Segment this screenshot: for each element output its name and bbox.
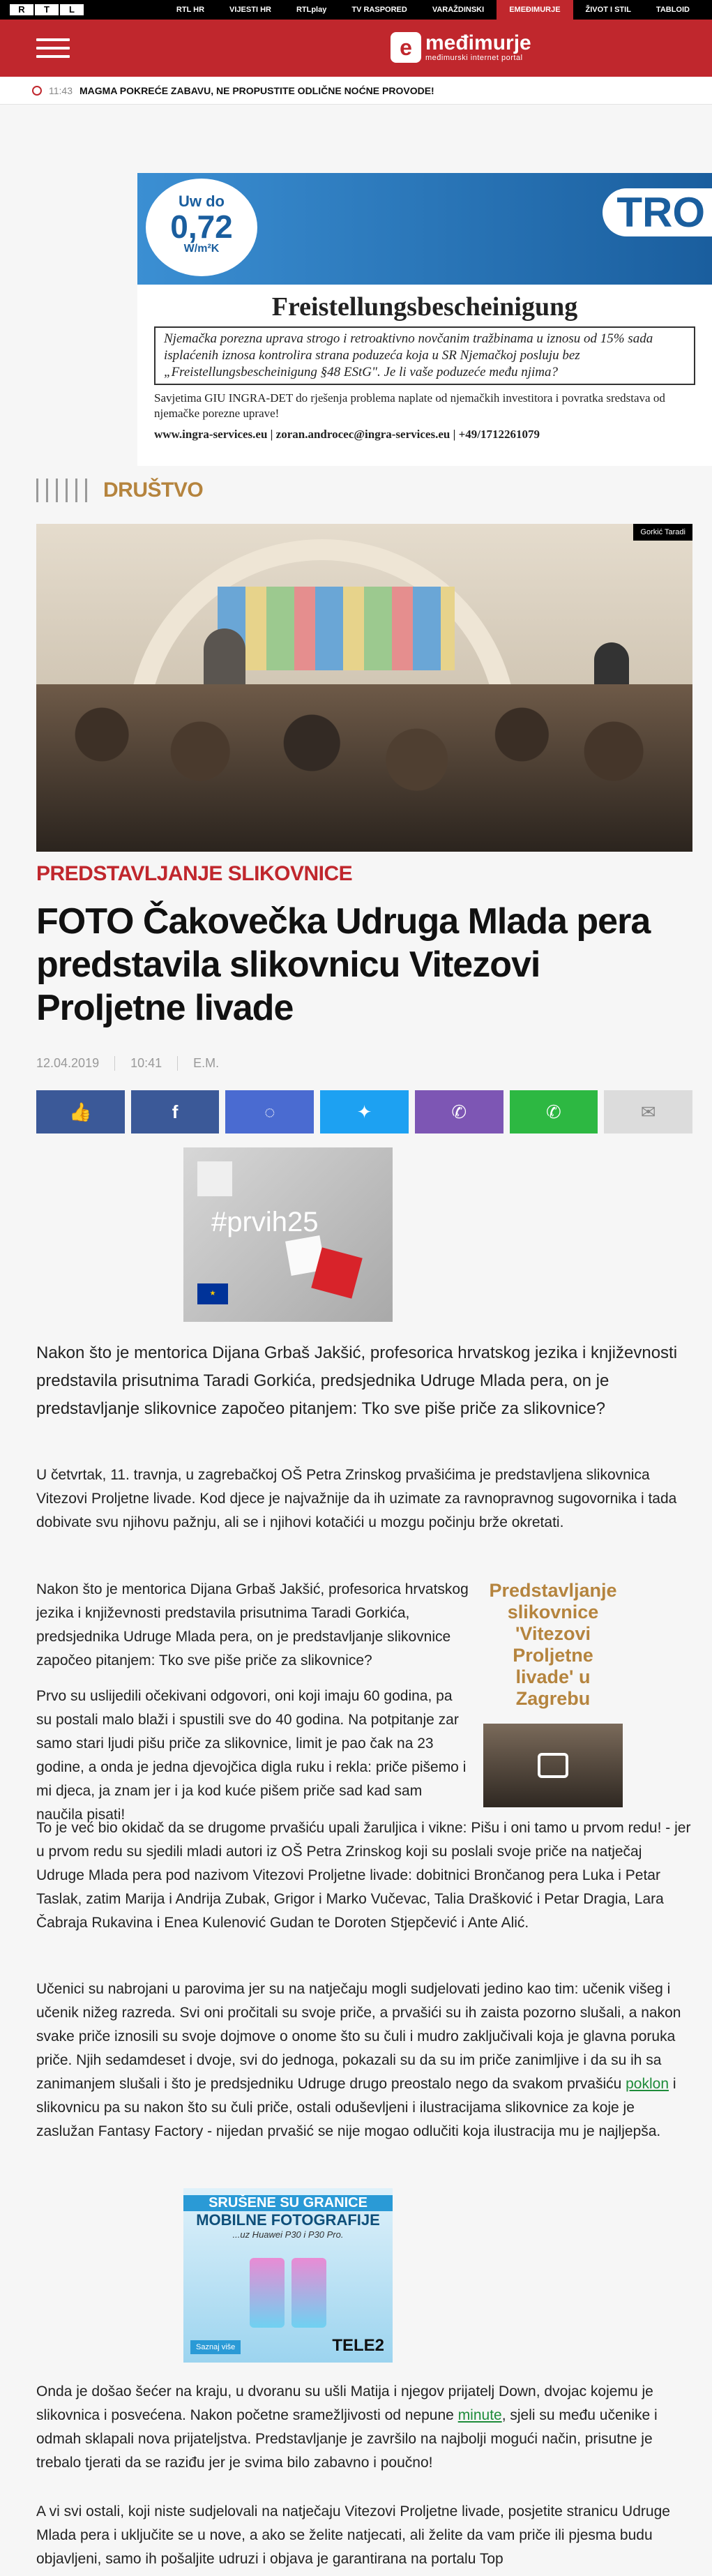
- article-paragraph: Nakon što je mentorica Dijana Grbaš Jakšić, profesorica hrvatskog jezika i književnosti predstavila prisutnima Taradi Gorkića, predsjednika Udruge Mlada pera, on je predstavljanje slikovnice započeo pitanjem: Tko sve piše priče za slikovnice?: [36, 1581, 469, 1669]
- section-bars-icon: [36, 479, 92, 502]
- section-header: [36, 474, 203, 506]
- like-button[interactable]: [36, 1090, 125, 1133]
- ad-line-1: SRUŠENE SU GRANICE: [183, 2195, 393, 2211]
- messenger-share-button[interactable]: [225, 1090, 314, 1133]
- logo-tagline: međimurski internet portal: [425, 54, 523, 62]
- ad-hashtag: #prvih25: [211, 1207, 319, 1237]
- inline-link-poklon[interactable]: poklon: [626, 2076, 669, 2092]
- article-time: 10:41: [115, 1056, 178, 1071]
- top-advertisement[interactable]: [137, 173, 712, 466]
- related-article-title: Predstavljanje slikovnice 'Vitezovi Proljetne livade' u Zagrebu: [489, 1580, 617, 1709]
- ad-learn-more-button[interactable]: Saznaj više: [190, 2340, 241, 2354]
- ticker-headline[interactable]: MAGMA POKREĆE ZABAVU, NE PROPUSTITE ODLIČNE NOĆNE PROVODE!: [79, 84, 434, 96]
- clock-icon: [32, 86, 42, 96]
- nav-link-varazdinski[interactable]: VARAŽDINSKI: [432, 6, 485, 14]
- ad-heading: Freistellungsbescheinigung: [271, 292, 578, 322]
- site-header: [0, 20, 712, 77]
- rtl-logo[interactable]: [10, 4, 84, 15]
- hero-image[interactable]: [36, 524, 692, 852]
- paragraph-text: Onda je došao šećer na kraju, u dvoranu su ušli Matija i njegov prijatelj Down, dvojac kojemu je slikovnica i posvećena. Nakon početne sramežljivosti od nepune: [36, 2383, 653, 2423]
- nav-link-vijesti-hr[interactable]: VIJESTI HR: [229, 6, 271, 14]
- viber-share-button[interactable]: [415, 1090, 503, 1133]
- ad-uw-badge: [146, 179, 257, 276]
- logo-name: međimurje: [425, 31, 531, 54]
- viber-icon: ✆: [451, 1101, 467, 1122]
- inline-link-minute[interactable]: minute: [457, 2407, 502, 2423]
- rtl-top-bar: [0, 0, 712, 20]
- article-date: 12.04.2019: [36, 1056, 115, 1071]
- email-share-button[interactable]: [604, 1090, 692, 1133]
- article-paragraph: A vi svi ostali, koji niste sudjelovali na natječaju Vitezovi Proljetne livade, posjetite stranicu Udruge Mlada pera i uključite se u nove, a ako se želite natjecati, ali želite da vam priče ili pjesma budu objavljeni, samo ih pošaljite udruzi i objava je garantirana na portalu Top: [36, 2503, 670, 2567]
- messenger-icon: ◌: [264, 1101, 275, 1122]
- site-logo[interactable]: [391, 32, 531, 63]
- related-article-image: [483, 1724, 623, 1807]
- nav-link-tabloid[interactable]: TABLOID: [656, 6, 690, 14]
- whatsapp-share-button[interactable]: [510, 1090, 598, 1133]
- paragraph-text: i slikovnicu pa su nakon što su čuli priče, ostali oduševljeni i ilustracijama slikovnice za koje je zaslužan Fantasy Factory - nijedan prvašić se nije mogao odlučiti koja ilustracija mu je najljepša.: [36, 2076, 676, 2139]
- nav-link-rtlplay[interactable]: RTLplay: [296, 6, 327, 14]
- section-label[interactable]: DRUŠTVO: [103, 479, 204, 502]
- nav-link-tv-raspored[interactable]: TV RASPORED: [351, 6, 407, 14]
- twitter-share-button[interactable]: [320, 1090, 409, 1133]
- ad-box-text: Njemačka porezna uprava strogo i retroaktivno novčanim tražbinama u iznosu od 15% sada isplaćenih iznosa kontrolira strana poduzeća koja u SR Njemačkoj posluju bez „Freistellungsbescheinigung §48 EStG". Je li vaše poduzeće među njima?: [154, 326, 695, 385]
- nav-link-zivot-i-stil[interactable]: ŽIVOT I STIL: [585, 6, 631, 14]
- share-bar: [36, 1090, 692, 1133]
- ad-contact: www.ingra-services.eu | zoran.androcec@ingra-services.eu | +49/1712261079: [154, 428, 540, 441]
- paragraph-text: , sjeli su među učenike i odmah sklapali nova prijateljstva. Predstavljanje je završilo na najbolji mogući način, prisutne je trebalo tjerati da se raziđu jer je svima bilo zabavno i poučno!: [36, 2407, 658, 2471]
- twitter-icon: ✦: [356, 1101, 372, 1122]
- thumbs-up-icon: 👍: [69, 1101, 92, 1122]
- menu-icon[interactable]: [36, 38, 70, 61]
- camera-icon: [538, 1753, 568, 1778]
- network-nav: [164, 0, 702, 20]
- bottom-advertisement[interactable]: [183, 2188, 393, 2363]
- envelope-icon: ✉: [640, 1101, 656, 1122]
- nav-link-rtl-hr[interactable]: RTL HR: [176, 6, 205, 14]
- facebook-icon: f: [172, 1101, 179, 1122]
- ticker-time: 11:43: [49, 84, 73, 96]
- nav-link-emedjimurje[interactable]: EMEĐIMURJE: [497, 0, 573, 20]
- ad-banner-blue: [137, 173, 712, 285]
- article-lead: Nakon što je mentorica Dijana Grbaš Jakšić, profesorica hrvatskog jezika i književnosti predstavila prisutnima Taradi Gorkića, predsjednika Udruge Mlada pera, on je predstavljanje slikovnice započeo pitanjem: Tko sve piše priče za slikovnice?: [36, 1343, 678, 1418]
- ad-brand-fragment: TRO: [603, 188, 712, 236]
- ad-uw-label: Uw do: [179, 193, 225, 210]
- ad-uw-unit: W/m²K: [183, 243, 220, 255]
- logo-mark: e: [391, 32, 421, 63]
- article-title: FOTO Čakovečka Udruga Mlada pera predstavila slikovnicu Vitezovi Proljetne livade: [36, 901, 651, 1028]
- hero-drawings: [218, 587, 455, 670]
- article-author: E.M.: [193, 1056, 220, 1070]
- news-ticker: [0, 77, 712, 105]
- rtl-logo-letter: L: [60, 4, 84, 15]
- rtl-logo-letter: R: [10, 4, 33, 15]
- article-paragraph: To je već bio okidač da se drugome prvašiću upali žaruljica i vikne: Pišu i oni tamo u prvom redu! - jer u prvom redu su sjedili mladi autori iz OŠ Petra Zrinskog koji su poslali svoje priče na natječaj Udruge Mlada pera pod nazivom Vitezovi Proljetne livade: dobitnici Brončanog pera Luka i Petar Taslak, zatim Marija i Andrija Zubak, Grigor i Marko Vučevac, Talia Drašković i Petar Dragia, Lara Čabraja Rukavina i Enea Kulenović Gudan te Doroten Stjepčević i Ante Alić.: [36, 1820, 691, 1931]
- article-meta: [36, 1056, 234, 1071]
- article-paragraph: [36, 1978, 692, 2144]
- ad-line-3: ...uz Huawei P30 i P30 Pro.: [232, 2229, 344, 2240]
- photo-credit: Gorkić Taradi: [633, 524, 692, 541]
- ad-uw-value: 0,72: [170, 209, 233, 245]
- ad-line-2: MOBILNE FOTOGRAFIJE: [196, 2211, 380, 2229]
- ad-phone-image: [291, 2258, 326, 2328]
- ad-logo: TELE2: [332, 2336, 384, 2355]
- ad-small-text: Savjetima GIU INGRA-DET do rješenja problema naplate od njemačkih investitora i povratka sredstava od njemačke porezne uprave!: [154, 391, 665, 420]
- mid-advertisement[interactable]: [183, 1147, 393, 1322]
- article-paragraph: [36, 2380, 692, 2475]
- paragraph-text: Učenici su nabrojani u parovima jer su na natječaju mogli sudjelovati jedino kao tim: učenik višeg i učenik nižeg razreda. Svi oni pročitali su svoje priče, a prvašići su ih zaista pozorno slušali, a nakon svake priče iznosili su svoje dojmove o onome što su čuli i mudro zaključivali koja je glavna poruka priče. Njih sedamdeset i dvoje, svi do jednoga, pokazali su da su im priče zanimljive i da su ih sa zanimanjem slušali i što je predsjedniku Udruge drugo preostalo nego da svakom prvašiću: [36, 1981, 681, 2092]
- rtl-logo-letter: T: [35, 4, 59, 15]
- ad-cube: [197, 1161, 232, 1196]
- ad-phone-image: [250, 2258, 285, 2328]
- related-article[interactable]: [483, 1580, 623, 1807]
- whatsapp-icon: ✆: [546, 1101, 561, 1122]
- eu-flag-icon: ★: [197, 1283, 228, 1304]
- article-kicker: PREDSTAVLJANJE SLIKOVNICE: [36, 862, 353, 885]
- hero-crowd: [36, 684, 692, 852]
- article-paragraph: U četvrtak, 11. travnja, u zagrebačkoj OŠ Petra Zrinskog prvašićima je predstavljena slikovnica Vitezovi Proljetne livade. Kod djece je najvažnije da ih uzimate za ravnopravnog sugovornika i tada dobivate svu njihovu pažnju, ali se i njihovi kotačići u mozgu počinju brže okretati.: [36, 1467, 677, 1530]
- facebook-share-button[interactable]: [131, 1090, 220, 1133]
- article-paragraph: Prvo su uslijedili očekivani odgovori, oni koji imaju 60 godina, pa su postali malo blaži i spustili sve do 40 godina. Na potpitanje zar samo stari ljudi pišu priče za slikovnice, limit je pao čak na 23 godine, a onda je jedna djevojčica digla ruku i rekla: priče pišemo i mi djeca, ja znam jer i ja kod kuće pišem priče sad kad sam naučila pisati!: [36, 1688, 467, 1823]
